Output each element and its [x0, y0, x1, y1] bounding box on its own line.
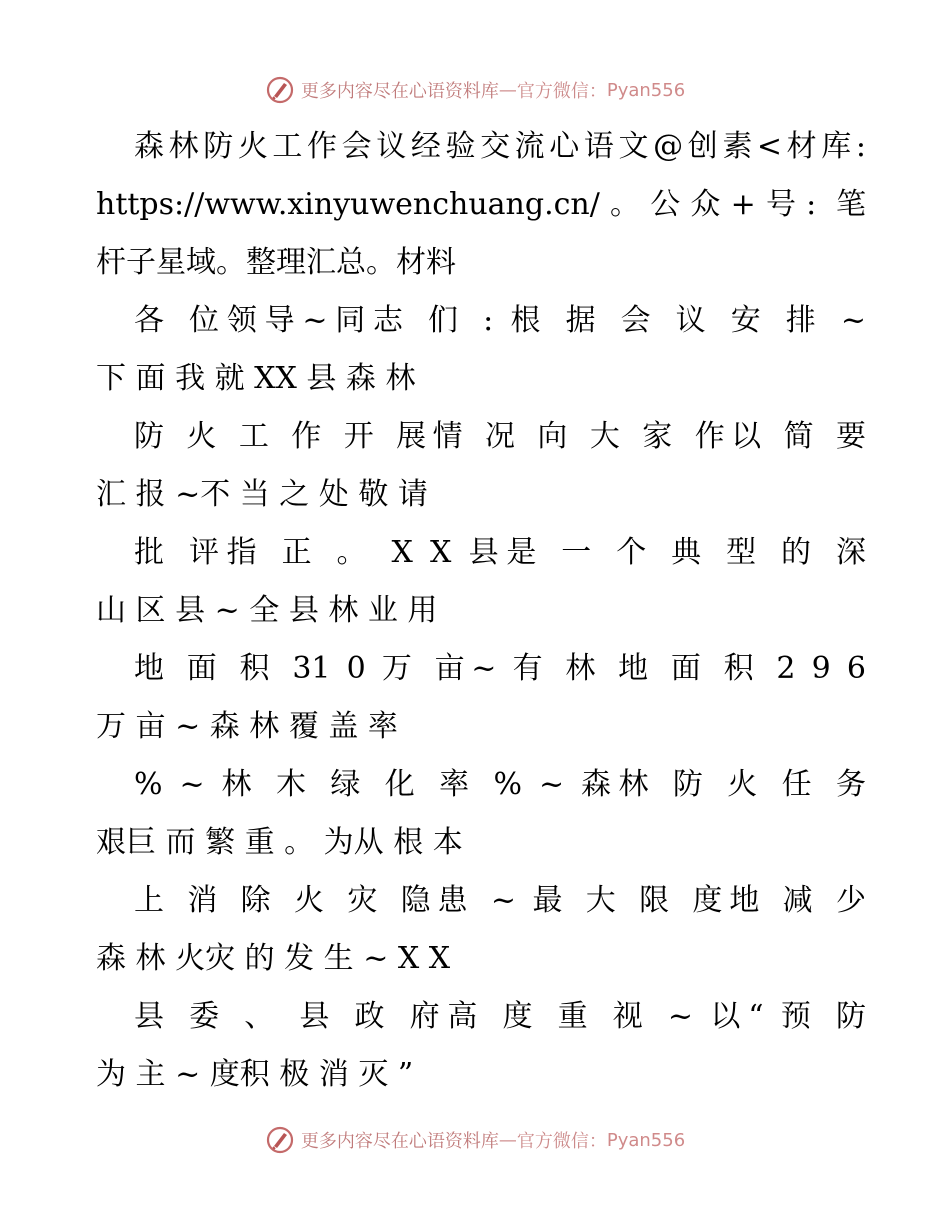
text-line: 批 评指 正 。 X X 县是 一 个 典 型 的 深 [134, 535, 866, 570]
footer-watermark [0, 1120, 950, 1160]
watermark-text: 更多内容尽在心语资料库 [300, 1131, 499, 1152]
header-watermark [0, 70, 950, 110]
text-line: 汇 报 ~不 当 之 处 敬 请 [96, 477, 428, 512]
document-body [96, 118, 866, 1104]
watermark-separator: — [498, 79, 517, 101]
text-line: 艰巨 而 繁 重 。 为从 根 本 [96, 825, 463, 860]
text-line: 防 火 工 作 开 展情 况 向 大 家 作以 简 要 [134, 419, 866, 454]
watermark-label: 官方微信： [516, 1131, 607, 1152]
watermark-label: 官方微信： [516, 81, 607, 102]
watermark-account: Pyan556 [606, 79, 686, 101]
text-line: https://www.xinyuwenchuang.cn/。公众+号: 笔 [96, 187, 866, 222]
watermark-account: Pyan556 [606, 1129, 686, 1151]
text-line: 各 位领导~同志 们 : 根 据 会 议 安 排 ~ [134, 303, 866, 338]
text-line: 森 林 火灾 的 发 生 ~ X X [96, 941, 451, 976]
text-line: % ~ 林 木 绿 化 率 % ~ 森林 防 火 任 务 [134, 767, 866, 802]
text-line: 下 面 我 就 XX 县 森 林 [96, 361, 416, 396]
text-line: 森林防火工作会议经验交流心语文@创素<材库: [134, 129, 866, 164]
watermark-text: 更多内容尽在心语资料库 [300, 81, 499, 102]
text-line: 地 面 积 31 0 万 亩~ 有 林 地 面 积 2 9 6 [134, 651, 866, 686]
text-line: 上 消 除 火 灾 隐患 ~ 最 大 限 度地 减 少 [134, 883, 866, 918]
text-line: 为 主 ~ 度积 极 消 灭 ” [96, 1057, 414, 1092]
text-line: 杆子星域。整理汇总。材料 [96, 245, 456, 280]
watermark-separator: — [498, 1129, 517, 1151]
text-line: 万 亩 ~ 森 林 覆 盖 率 [96, 709, 398, 744]
brush-seal-icon [265, 1125, 295, 1155]
brush-seal-icon [265, 75, 295, 105]
text-line: 县 委 、 县 政 府高 度 重 视 ~ 以“ 预 防 [134, 999, 866, 1034]
text-line: 山 区 县 ~ 全 县 林 业 用 [96, 593, 438, 628]
